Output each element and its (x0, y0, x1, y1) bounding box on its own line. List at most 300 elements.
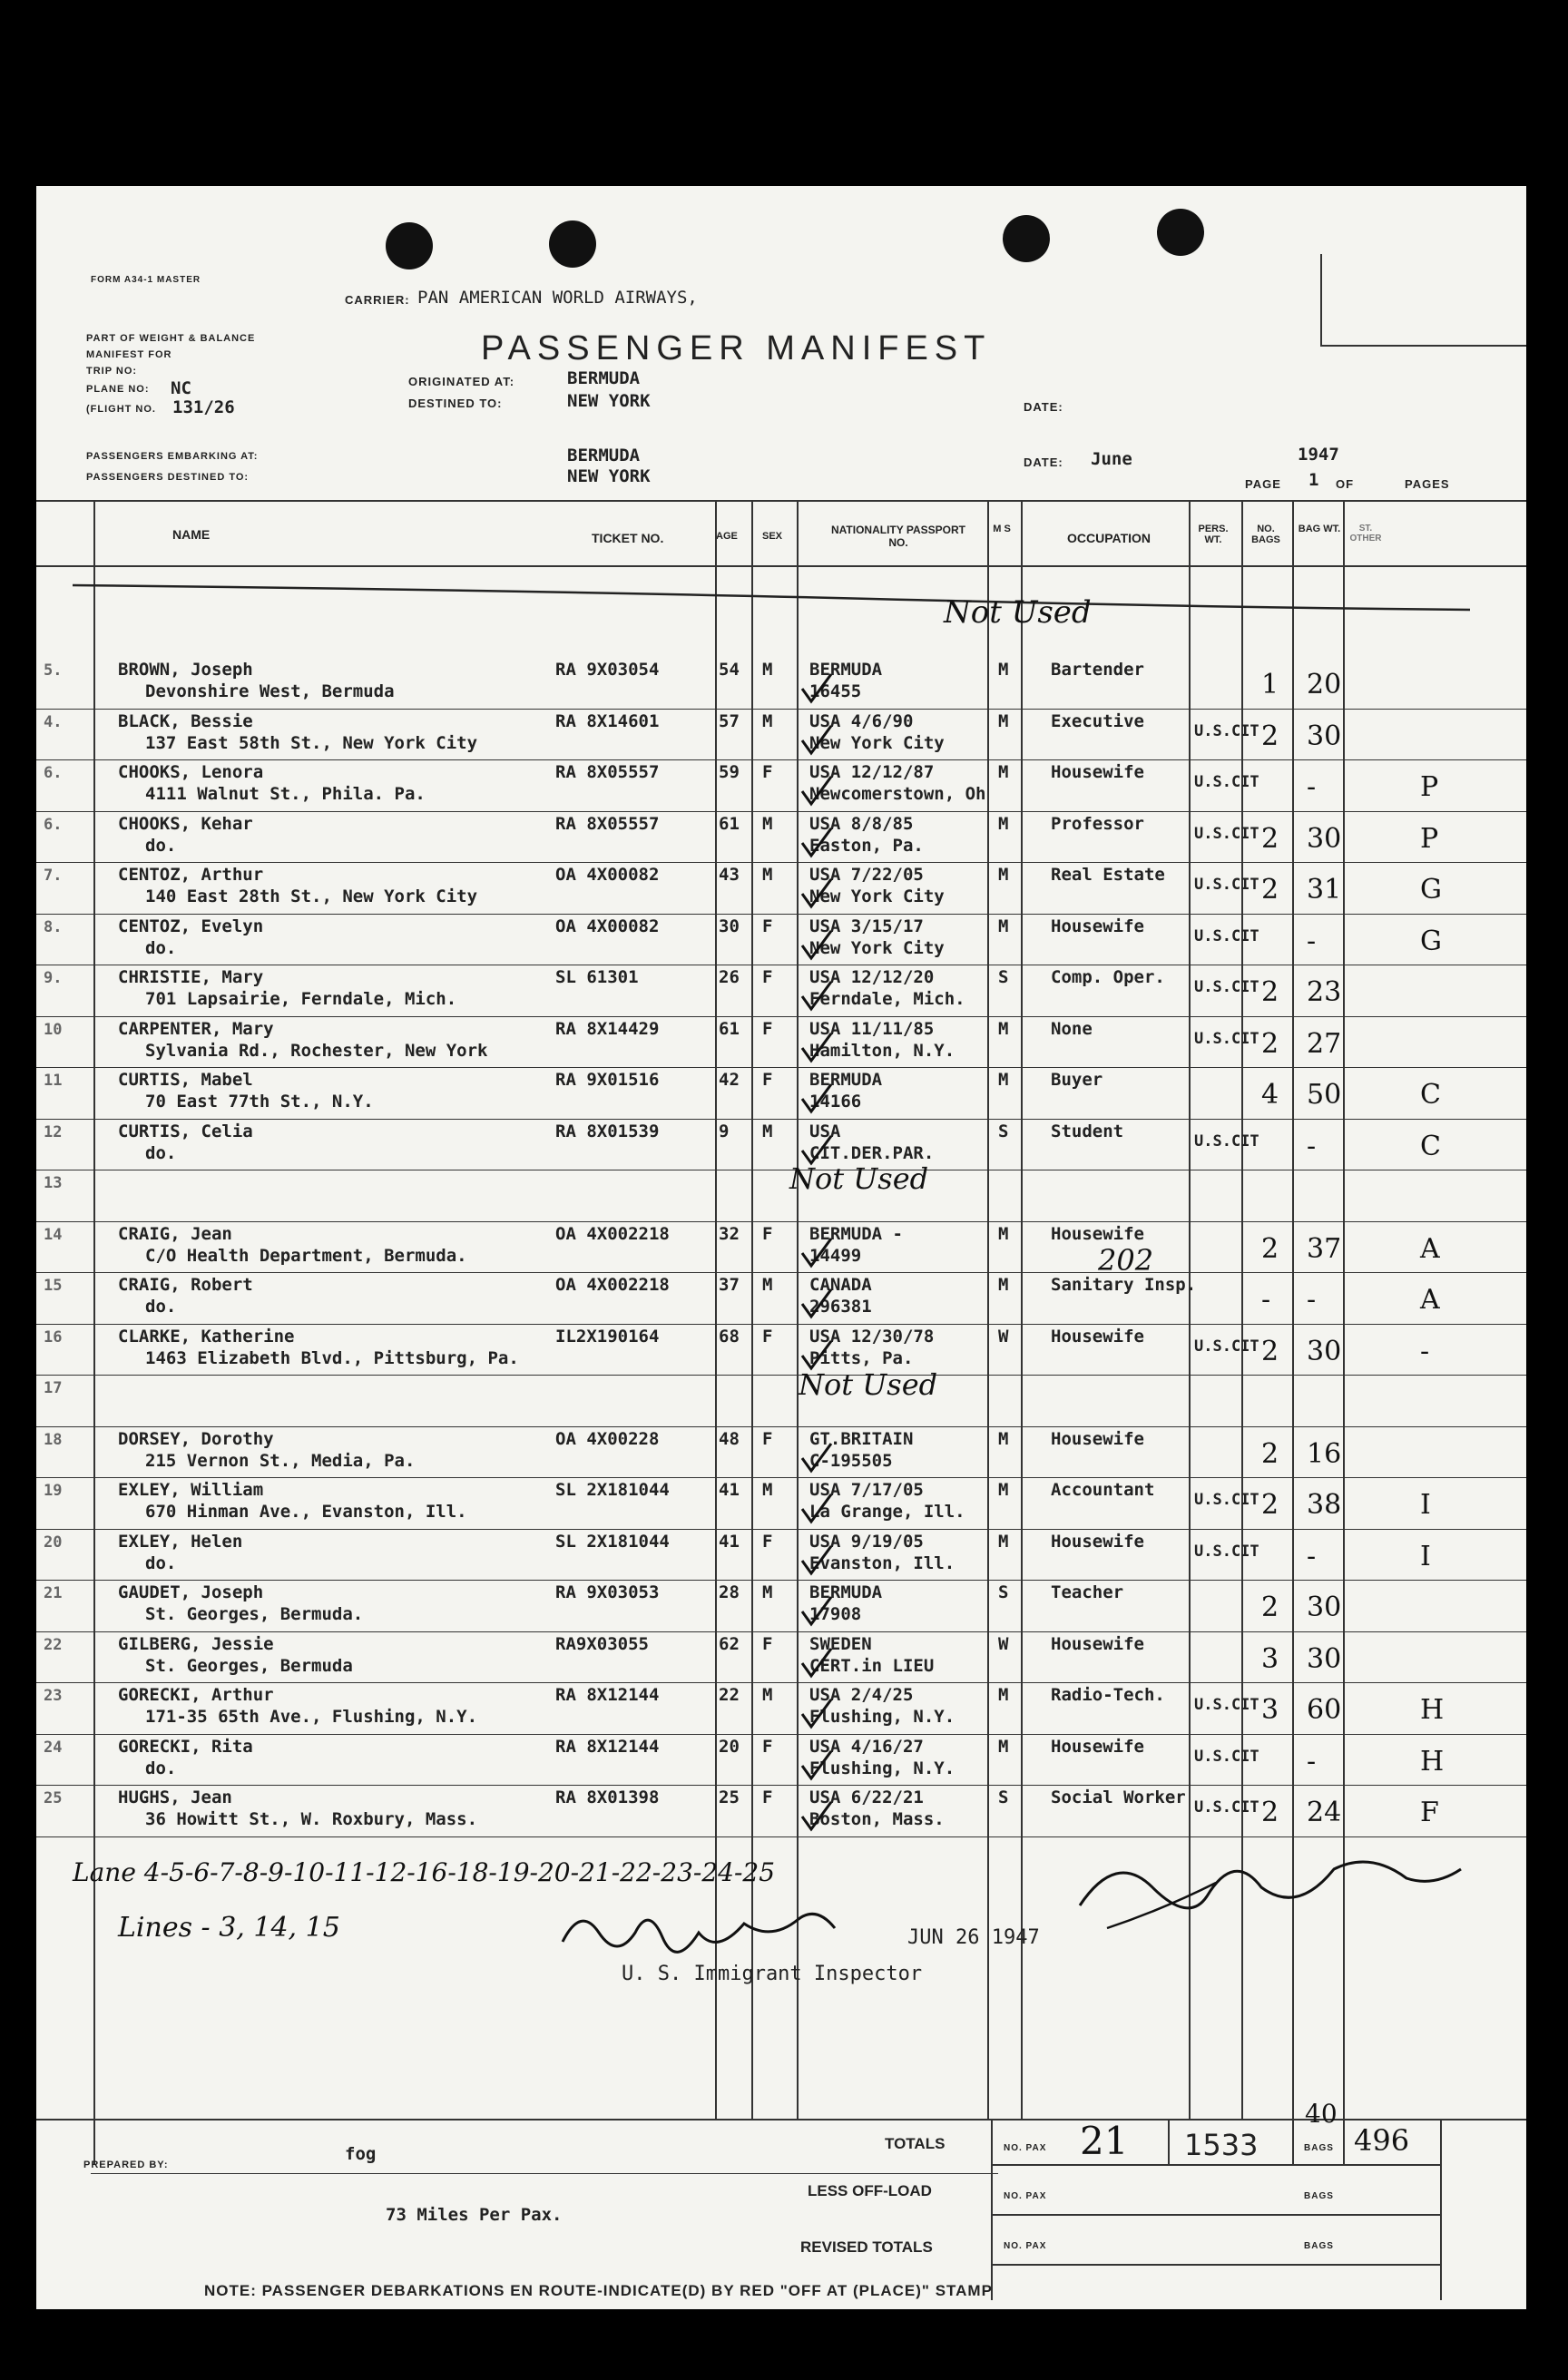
occupation: Social Worker (1051, 1787, 1186, 1807)
flight-no-label: (FLIGHT NO. (86, 404, 156, 415)
nationality: USA 3/15/17 (809, 916, 924, 936)
row-number: 10 (44, 1020, 63, 1039)
bag-weight: 30 (1307, 1642, 1342, 1675)
sex: F (762, 1787, 773, 1807)
passenger-address: 215 Vernon St., Media, Pa. (145, 1450, 416, 1471)
nationality: CANADA (809, 1275, 872, 1295)
citizenship-note: U.S.CIT (1194, 1696, 1259, 1714)
table-row (36, 915, 1526, 966)
pass-destined-label: PASSENGERS DESTINED TO: (86, 472, 250, 483)
column-header-age: AGE (716, 531, 738, 542)
passenger-name: CARPENTER, Mary (118, 1018, 274, 1039)
row-number: 22 (44, 1635, 63, 1654)
no-bags: 1 (1261, 669, 1279, 700)
table-row (36, 1325, 1526, 1376)
no-pax-label: NO. PAX (1004, 2241, 1047, 2251)
passenger-name: CLARKE, Katherine (118, 1326, 295, 1347)
age: 30 (719, 916, 740, 936)
year: 1947 (1298, 445, 1339, 465)
occupation: Radio-Tech. (1051, 1685, 1165, 1705)
column-header-name: NAME (172, 527, 211, 542)
check-mark-icon (799, 876, 835, 912)
nationality: USA 11/11/85 (809, 1018, 935, 1039)
other-mark: A (1420, 1232, 1440, 1265)
of-label: OF (1336, 477, 1355, 491)
table-row (36, 1683, 1526, 1735)
table-row (36, 1017, 1526, 1069)
occupation: Teacher (1051, 1582, 1124, 1602)
age: 54 (719, 660, 740, 680)
age: 43 (719, 865, 740, 885)
passport-no: 17908 (809, 1604, 862, 1624)
passport-no: C-195505 (809, 1450, 893, 1471)
occupation: Accountant (1051, 1480, 1155, 1500)
other-mark: C (1420, 1079, 1441, 1111)
sex: F (762, 1633, 773, 1654)
nationality: USA 12/30/78 (809, 1326, 935, 1347)
age: 37 (719, 1275, 740, 1295)
page-label: PAGE (1245, 477, 1281, 491)
row-number: 19 (44, 1482, 63, 1500)
total-weight: 1533 (1184, 2128, 1259, 2162)
other-mark: I (1420, 1489, 1431, 1521)
marital-status: M (998, 865, 1009, 885)
sex: F (762, 1070, 773, 1090)
passenger-address: St. Georges, Bermuda (145, 1655, 353, 1676)
passenger-name: CHRISTIE, Mary (118, 967, 264, 987)
other-mark: F (1420, 1797, 1439, 1828)
citizenship-note: U.S.CIT (1194, 1542, 1259, 1561)
passport-no: 14499 (809, 1245, 862, 1266)
marital-status: M (998, 1070, 1009, 1090)
no-bags: 4 (1261, 1079, 1279, 1111)
passport-no: La Grange, Ill. (809, 1502, 965, 1522)
passport-no: CIT.DER.PAR. (809, 1142, 935, 1163)
age: 48 (719, 1428, 740, 1449)
sex: F (762, 1018, 773, 1039)
age: 42 (719, 1070, 740, 1090)
row-number: 6. (44, 815, 63, 834)
occupation: Student (1051, 1121, 1124, 1141)
bag-weight: 23 (1307, 976, 1342, 1008)
check-mark-icon (799, 1696, 835, 1732)
table-row (36, 760, 1526, 812)
table-row (36, 1222, 1526, 1274)
other-mark: G (1420, 874, 1442, 906)
sex: F (762, 1428, 773, 1449)
nationality: BERMUDA (809, 1070, 883, 1090)
destined: NEW YORK (567, 391, 651, 411)
passenger-name: EXLEY, Helen (118, 1531, 243, 1552)
passenger-name: BLACK, Bessie (118, 710, 253, 731)
occupation: Housewife (1051, 1736, 1144, 1757)
nationality: USA 12/12/87 (809, 762, 935, 782)
ticket-number: SL 2X181044 (555, 1531, 670, 1552)
passenger-name: CURTIS, Celia (118, 1121, 253, 1141)
occupation: Professor (1051, 813, 1144, 834)
citizenship-note: U.S.CIT (1194, 926, 1259, 945)
not-used-note: Not Used (944, 594, 1092, 631)
row-number: 14 (44, 1225, 63, 1244)
check-mark-icon (799, 1748, 835, 1784)
occupation: Buyer (1051, 1070, 1103, 1090)
check-mark-icon (799, 978, 835, 1014)
check-mark-icon (799, 825, 835, 861)
destined-label: DESTINED TO: (408, 397, 503, 410)
date2: June (1091, 449, 1132, 469)
marital-status: S (998, 1787, 1009, 1807)
other-mark: A (1420, 1284, 1440, 1316)
inspector-label: U. S. Immigrant Inspector (622, 1963, 923, 1985)
ticket-number: RA 9X03054 (555, 660, 660, 680)
column-header-no-bags: NO. BAGS (1251, 524, 1280, 545)
marital-status: M (998, 710, 1009, 731)
age: 62 (719, 1633, 740, 1654)
nationality: USA (809, 1121, 841, 1141)
row-number: 7. (44, 867, 63, 885)
passenger-address: do. (145, 1297, 177, 1317)
row-number: 9. (44, 969, 63, 987)
passport-no: New York City (809, 732, 945, 753)
ticket-number: IL2X190164 (555, 1326, 660, 1347)
bag-weight: - (1307, 771, 1317, 803)
ticket-number: RA 8X01398 (555, 1787, 660, 1807)
occupation: Sanitary Insp. (1051, 1275, 1197, 1295)
other-mark: H (1420, 1745, 1445, 1778)
ticket-number: RA 8X12144 (555, 1685, 660, 1705)
age: 68 (719, 1326, 740, 1347)
age: 32 (719, 1223, 740, 1244)
table-row (36, 863, 1526, 915)
passenger-address: St. Georges, Bermuda. (145, 1604, 364, 1624)
passenger-name: GILBERG, Jessie (118, 1633, 274, 1654)
marital-status: M (998, 1685, 1009, 1705)
occupation: Housewife (1051, 1531, 1144, 1552)
ticket-number: OA 4X002218 (555, 1275, 670, 1295)
pass-destined: NEW YORK (567, 466, 651, 486)
sex: M (762, 813, 773, 834)
column-header-bag-wt: BAG WT. (1298, 524, 1341, 534)
age: 57 (719, 710, 740, 731)
nationality: BERMUDA - (809, 1223, 903, 1244)
check-mark-icon (799, 1440, 835, 1476)
total-bag-weight: 496 (1354, 2123, 1410, 2158)
manifest-sheet (36, 186, 1526, 2309)
passenger-name: HUGHS, Jean (118, 1787, 232, 1807)
no-bags: 2 (1261, 1232, 1279, 1265)
table-row (36, 710, 1526, 761)
row-number: 18 (44, 1430, 63, 1449)
bag-weight: - (1307, 925, 1317, 957)
bag-weight: 60 (1307, 1694, 1342, 1726)
ticket-number: RA 9X03053 (555, 1582, 660, 1602)
sex: M (762, 1582, 773, 1602)
passenger-name: CURTIS, Mabel (118, 1070, 253, 1090)
age: 61 (719, 1018, 740, 1039)
table-row (36, 812, 1526, 864)
passenger-name: CRAIG, Jean (118, 1223, 232, 1244)
check-mark-icon (799, 1543, 835, 1579)
table-row (36, 1273, 1526, 1325)
bag-weight: 24 (1307, 1797, 1342, 1828)
passenger-address: 140 East 28th St., New York City (145, 886, 478, 906)
ticket-number: OA 4X00228 (555, 1428, 660, 1449)
table-row (36, 1735, 1526, 1787)
passport-no: 296381 (809, 1297, 872, 1317)
passport-no: New York City (809, 937, 945, 958)
marital-status: W (998, 1326, 1009, 1347)
totals-rule (36, 2119, 1526, 2120)
passenger-name: CENTOZ, Evelyn (118, 916, 264, 936)
column-header-sex: SEX (762, 531, 783, 542)
table-row (36, 1068, 1526, 1120)
passenger-address: do. (145, 1758, 177, 1778)
nationality: BERMUDA (809, 660, 883, 680)
table-row (36, 1170, 1526, 1222)
sex: M (762, 660, 773, 680)
ticket-number: RA 8X01539 (555, 1121, 660, 1141)
nationality: GT.BRITAIN (809, 1428, 914, 1449)
other-mark: G (1420, 925, 1442, 957)
nationality: USA 4/16/27 (809, 1736, 924, 1757)
occupation: Comp. Oper. (1051, 967, 1165, 987)
column-header-occupation: OCCUPATION (1067, 531, 1152, 545)
occupation: Housewife (1051, 1428, 1144, 1449)
citizenship-note: U.S.CIT (1194, 1131, 1259, 1151)
passport-no: Pitts, Pa. (809, 1347, 914, 1368)
passport-no: Boston, Mass. (809, 1809, 945, 1829)
sex: M (762, 1275, 773, 1295)
row-number: 24 (44, 1738, 63, 1757)
no-bags: 3 (1261, 1642, 1279, 1675)
occupation: Executive (1051, 710, 1144, 731)
sex: F (762, 1736, 773, 1757)
table-row (36, 1581, 1526, 1632)
column-header-ticket: TICKET NO. (592, 531, 664, 545)
marital-status: M (998, 813, 1009, 834)
citizenship-note: U.S.CIT (1194, 978, 1259, 996)
prepared-by-label: PREPARED BY: (83, 2160, 169, 2170)
occupation: None (1051, 1018, 1093, 1039)
passenger-address: Sylvania Rd., Rochester, New York (145, 1040, 488, 1061)
nationality: USA 4/6/90 (809, 710, 914, 731)
date-label: DATE: (1024, 400, 1063, 414)
occupation: Housewife (1051, 1223, 1144, 1244)
age: 28 (719, 1582, 740, 1602)
passport-no: Flushing, N.Y. (809, 1758, 956, 1778)
passenger-name: GORECKI, Arthur (118, 1685, 274, 1705)
trip-no-label: TRIP NO: (86, 366, 138, 377)
table-row (36, 1120, 1526, 1171)
check-mark-icon (799, 927, 835, 964)
no-bags: 2 (1261, 976, 1279, 1008)
citizenship-note: U.S.CIT (1194, 1798, 1259, 1817)
sex: F (762, 1326, 773, 1347)
occupation: Housewife (1051, 762, 1144, 782)
column-header-nationality: NATIONALITY PASSPORT NO. (830, 524, 965, 549)
column-header-pers-wt: PERS. WT. (1198, 524, 1229, 545)
ticket-number: SL 61301 (555, 967, 639, 987)
sex: F (762, 1531, 773, 1552)
age: 59 (719, 762, 740, 782)
ticket-number: RA9X03055 (555, 1633, 649, 1654)
row-number: 17 (44, 1379, 63, 1397)
not-used-note: Not Used (789, 1161, 929, 1196)
footer-note: NOTE: PASSENGER DEBARKATIONS EN ROUTE-INDICATE(D) BY RED "OFF AT (PLACE)" STAMP (204, 2282, 993, 2299)
totals-box (991, 2214, 1440, 2216)
passport-no: CERT.in LIEU (809, 1655, 935, 1676)
passenger-name: DORSEY, Dorothy (118, 1428, 274, 1449)
passenger-address: do. (145, 1552, 177, 1573)
row-number: 12 (44, 1122, 63, 1141)
age: 20 (719, 1736, 740, 1757)
citizenship-note: U.S.CIT (1194, 1029, 1259, 1048)
marital-status: M (998, 1018, 1009, 1039)
row-number: 20 (44, 1533, 63, 1552)
check-mark-icon (799, 773, 835, 809)
embarking: BERMUDA (567, 446, 641, 465)
no-bags: 2 (1261, 1027, 1279, 1060)
carrier: PAN AMERICAN WORLD AIRWAYS, (417, 288, 698, 308)
row-number: 15 (44, 1277, 63, 1295)
occupation: Housewife (1051, 1326, 1144, 1347)
other-mark: I (1420, 1540, 1431, 1572)
no-bags: 3 (1261, 1694, 1279, 1726)
passport-no: 16455 (809, 681, 862, 701)
sex: M (762, 865, 773, 885)
form-number: FORM A34-1 MASTER (91, 275, 201, 285)
nationality: USA 7/17/05 (809, 1480, 924, 1500)
manifest-for-label: MANIFEST FOR (86, 349, 172, 360)
nationality: USA 6/22/21 (809, 1787, 924, 1807)
passenger-address: 70 East 77th St., N.Y. (145, 1092, 374, 1112)
check-mark-icon (799, 1235, 835, 1271)
bag-weight: - (1307, 1130, 1317, 1162)
bag-weight: 37 (1307, 1232, 1342, 1265)
passport-no: Newcomerstown, Oh (809, 784, 986, 804)
passenger-address: do. (145, 937, 177, 958)
table-row (36, 1376, 1526, 1427)
less-off-load-label: LESS OFF-LOAD (808, 2182, 932, 2199)
sex: M (762, 710, 773, 731)
passenger-name: EXLEY, William (118, 1480, 264, 1500)
column-header-other: ST. OTHER (1349, 524, 1382, 544)
check-mark-icon (799, 722, 835, 759)
row-number: 5. (44, 661, 63, 680)
bag-weight: - (1307, 1745, 1317, 1778)
check-mark-icon (799, 1645, 835, 1681)
nationality: SWEDEN (809, 1633, 872, 1654)
not-used-note: Not Used (799, 1367, 938, 1402)
occupation: Real Estate (1051, 865, 1165, 885)
nationality: USA 9/19/05 (809, 1531, 924, 1552)
citizenship-note: U.S.CIT (1194, 1337, 1259, 1356)
bag-weight: 50 (1307, 1079, 1342, 1111)
age: 41 (719, 1531, 740, 1552)
prepared-rule (91, 2173, 998, 2174)
punch-hole (1157, 209, 1204, 256)
no-bags: 2 (1261, 1797, 1279, 1828)
marital-status: W (998, 1633, 1009, 1654)
marital-status: M (998, 660, 1009, 680)
page-title: PASSENGER MANIFEST (481, 329, 992, 367)
bag-weight: 20 (1307, 669, 1342, 700)
passenger-address: 171-35 65th Ave., Flushing, N.Y. (145, 1707, 478, 1727)
sex: F (762, 916, 773, 936)
no-bags: 2 (1261, 1592, 1279, 1623)
plane-no: NC (171, 378, 191, 398)
table-top-rule (36, 500, 1526, 502)
citizenship-note: U.S.CIT (1194, 773, 1259, 791)
passport-no: New York City (809, 886, 945, 906)
marital-status: M (998, 1223, 1009, 1244)
handwritten-lines-note-2: Lines - 3, 14, 15 (118, 1912, 340, 1944)
row-number: 4. (44, 712, 63, 731)
prepared-by: fog (345, 2144, 377, 2164)
strike-line (54, 563, 1506, 635)
other-mark: C (1420, 1130, 1441, 1162)
row-number: 25 (44, 1789, 63, 1807)
citizenship-note: U.S.CIT (1194, 876, 1259, 894)
no-bags: - (1261, 1284, 1271, 1316)
ticket-number: RA 8X05557 (555, 813, 660, 834)
passenger-name: BROWN, Joseph (118, 660, 253, 680)
nationality: USA 2/4/25 (809, 1685, 914, 1705)
no-bags: 2 (1261, 1335, 1279, 1367)
bag-weight: 30 (1307, 1335, 1342, 1367)
marital-status: M (998, 1428, 1009, 1449)
no-pax-label: NO. PAX (1004, 2191, 1047, 2201)
other-mark: - (1420, 1335, 1430, 1367)
bag-weight: 30 (1307, 720, 1342, 752)
column-header-ms: M S (993, 524, 1011, 534)
bags-label: BAGS (1304, 2143, 1334, 2153)
punch-hole (1003, 215, 1050, 262)
marital-status: M (998, 1736, 1009, 1757)
bags-label: BAGS (1304, 2191, 1334, 2201)
passenger-address: 137 East 58th St., New York City (145, 732, 478, 753)
bag-weight: 16 (1307, 1437, 1342, 1470)
nationality: USA 8/8/85 (809, 813, 914, 834)
no-bags: 2 (1261, 874, 1279, 906)
inspector-signature (544, 1892, 853, 1974)
passport-no: 14166 (809, 1092, 862, 1112)
other-mark: P (1420, 822, 1439, 855)
row-number: 11 (44, 1072, 63, 1090)
age: 9 (719, 1121, 730, 1141)
totals-box (1168, 2119, 1170, 2164)
stamp-date: JUN 26 1947 (907, 1926, 1040, 1949)
age: 41 (719, 1480, 740, 1500)
marital-status: M (998, 1480, 1009, 1500)
occupation: Bartender (1051, 660, 1144, 680)
passenger-address: 701 Lapsairie, Ferndale, Mich. (145, 989, 457, 1009)
bag-weight: - (1307, 1284, 1317, 1316)
no-bags: 2 (1261, 1489, 1279, 1521)
ticket-number: RA 8X05557 (555, 762, 660, 782)
bag-weight: 38 (1307, 1489, 1342, 1521)
ticket-number: SL 2X181044 (555, 1480, 670, 1500)
bag-weight: 31 (1307, 874, 1342, 906)
citizenship-note: U.S.CIT (1194, 824, 1259, 843)
no-bags: 2 (1261, 1437, 1279, 1470)
flight-no: 131/26 (172, 397, 235, 417)
passenger-name: CHOOKS, Kehar (118, 813, 253, 834)
row-number: 16 (44, 1327, 63, 1347)
handwritten-lines-note: Lane 4-5-6-7-8-9-10-11-12-16-18-19-20-21-22-23-24-25 (73, 1857, 776, 1887)
marital-status: M (998, 1531, 1009, 1552)
row-number: 6. (44, 764, 63, 782)
